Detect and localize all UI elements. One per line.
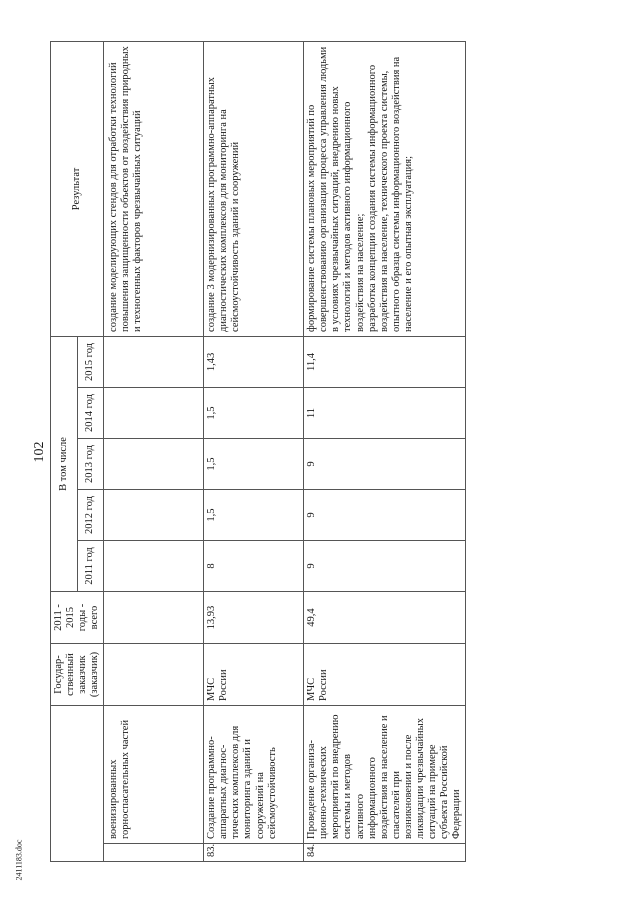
- footer-doc-code: 2411183.doc: [14, 839, 24, 881]
- cell-total: [104, 592, 204, 644]
- cell-2015: [104, 336, 204, 387]
- cell-2015: 11,4: [304, 336, 466, 387]
- cell-2013: [104, 439, 204, 490]
- cell-2014: [104, 388, 204, 439]
- cell-no: 83.: [204, 844, 304, 862]
- cell-customer: МЧС России: [304, 644, 466, 706]
- cell-2013: 9: [304, 439, 466, 490]
- header-year-2011: 2011 год: [77, 541, 104, 592]
- cell-2014: 1,5: [204, 388, 304, 439]
- cell-2011: 8: [204, 541, 304, 592]
- table-row: [204, 41, 304, 861]
- header-total: 2011 - 2015 годы - всего: [51, 592, 104, 644]
- cell-2012: [104, 490, 204, 541]
- header-row-1: [51, 41, 78, 861]
- header-including: В том числе: [51, 336, 78, 591]
- cell-no: [104, 844, 204, 862]
- header-year-2012: 2012 год: [77, 490, 104, 541]
- rotated-table-wrapper: [50, 42, 590, 862]
- cell-2011: [104, 541, 204, 592]
- header-customer: Государ-ственный заказчик (заказчик): [51, 644, 104, 706]
- header-result: Результат: [51, 41, 104, 336]
- cell-total: 13,93: [204, 592, 304, 644]
- cell-customer: [104, 644, 204, 706]
- header-year-2013: 2013 год: [77, 439, 104, 490]
- cell-total: 49,4: [304, 592, 466, 644]
- header-year-2015: 2015 год: [77, 336, 104, 387]
- cell-customer: МЧС России: [204, 644, 304, 706]
- cell-result: [304, 41, 466, 336]
- cell-name: Создание программно-аппаратных диагнос-тических комплексов для мониторинга зданий и сооружений на сейсмоустойчивость: [204, 706, 304, 844]
- cell-2011: 9: [304, 541, 466, 592]
- cell-result: создание 3 модернизированных программно-аппаратных диагностических комплексов для мониторинга на сейсмоустойчивость зданий и сооружений: [204, 41, 304, 336]
- program-table: [50, 41, 466, 862]
- cell-result: создание моделирующих стендов для отработки технологий повышения защищенности объектов от воздействия природных и техногенных факторов чрезвычайных ситуаций: [104, 41, 204, 336]
- page-number: 102: [32, 441, 47, 463]
- header-name: [51, 706, 104, 862]
- cell-2015: 1,43: [204, 336, 304, 387]
- cell-name: военизированных горноспасательных частей: [104, 706, 204, 844]
- table-row: [304, 41, 466, 861]
- header-year-2014: 2014 год: [77, 388, 104, 439]
- cell-name: Проведение организа-ционно-технических мероприятий по внедрению системы и методов активного информационного воздействия на население и спасателей при возникновении и после ликвидации чрезвычайных ситуаций на примере субъекта Российской Федерации: [304, 706, 466, 844]
- cell-no: 84.: [304, 844, 466, 862]
- cell-2012: 9: [304, 490, 466, 541]
- cell-2013: 1,5: [204, 439, 304, 490]
- cell-2012: 1,5: [204, 490, 304, 541]
- cell-2014: 11: [304, 388, 466, 439]
- table-row-continuation: [104, 41, 204, 861]
- result-line: формирование системы плановых мероприятий по совершенствованию организации процесса управления людьми в условиях чрезвычайных ситуаций, внедрению новых технологий и методов активного информационного воздействия на население;: [306, 46, 366, 332]
- result-line: разработка концепции создания системы информационного воздействия на население, технического проекта системы, опытного образца системы информационного воздействия на население и его опытная эксплуатация;: [366, 56, 414, 332]
